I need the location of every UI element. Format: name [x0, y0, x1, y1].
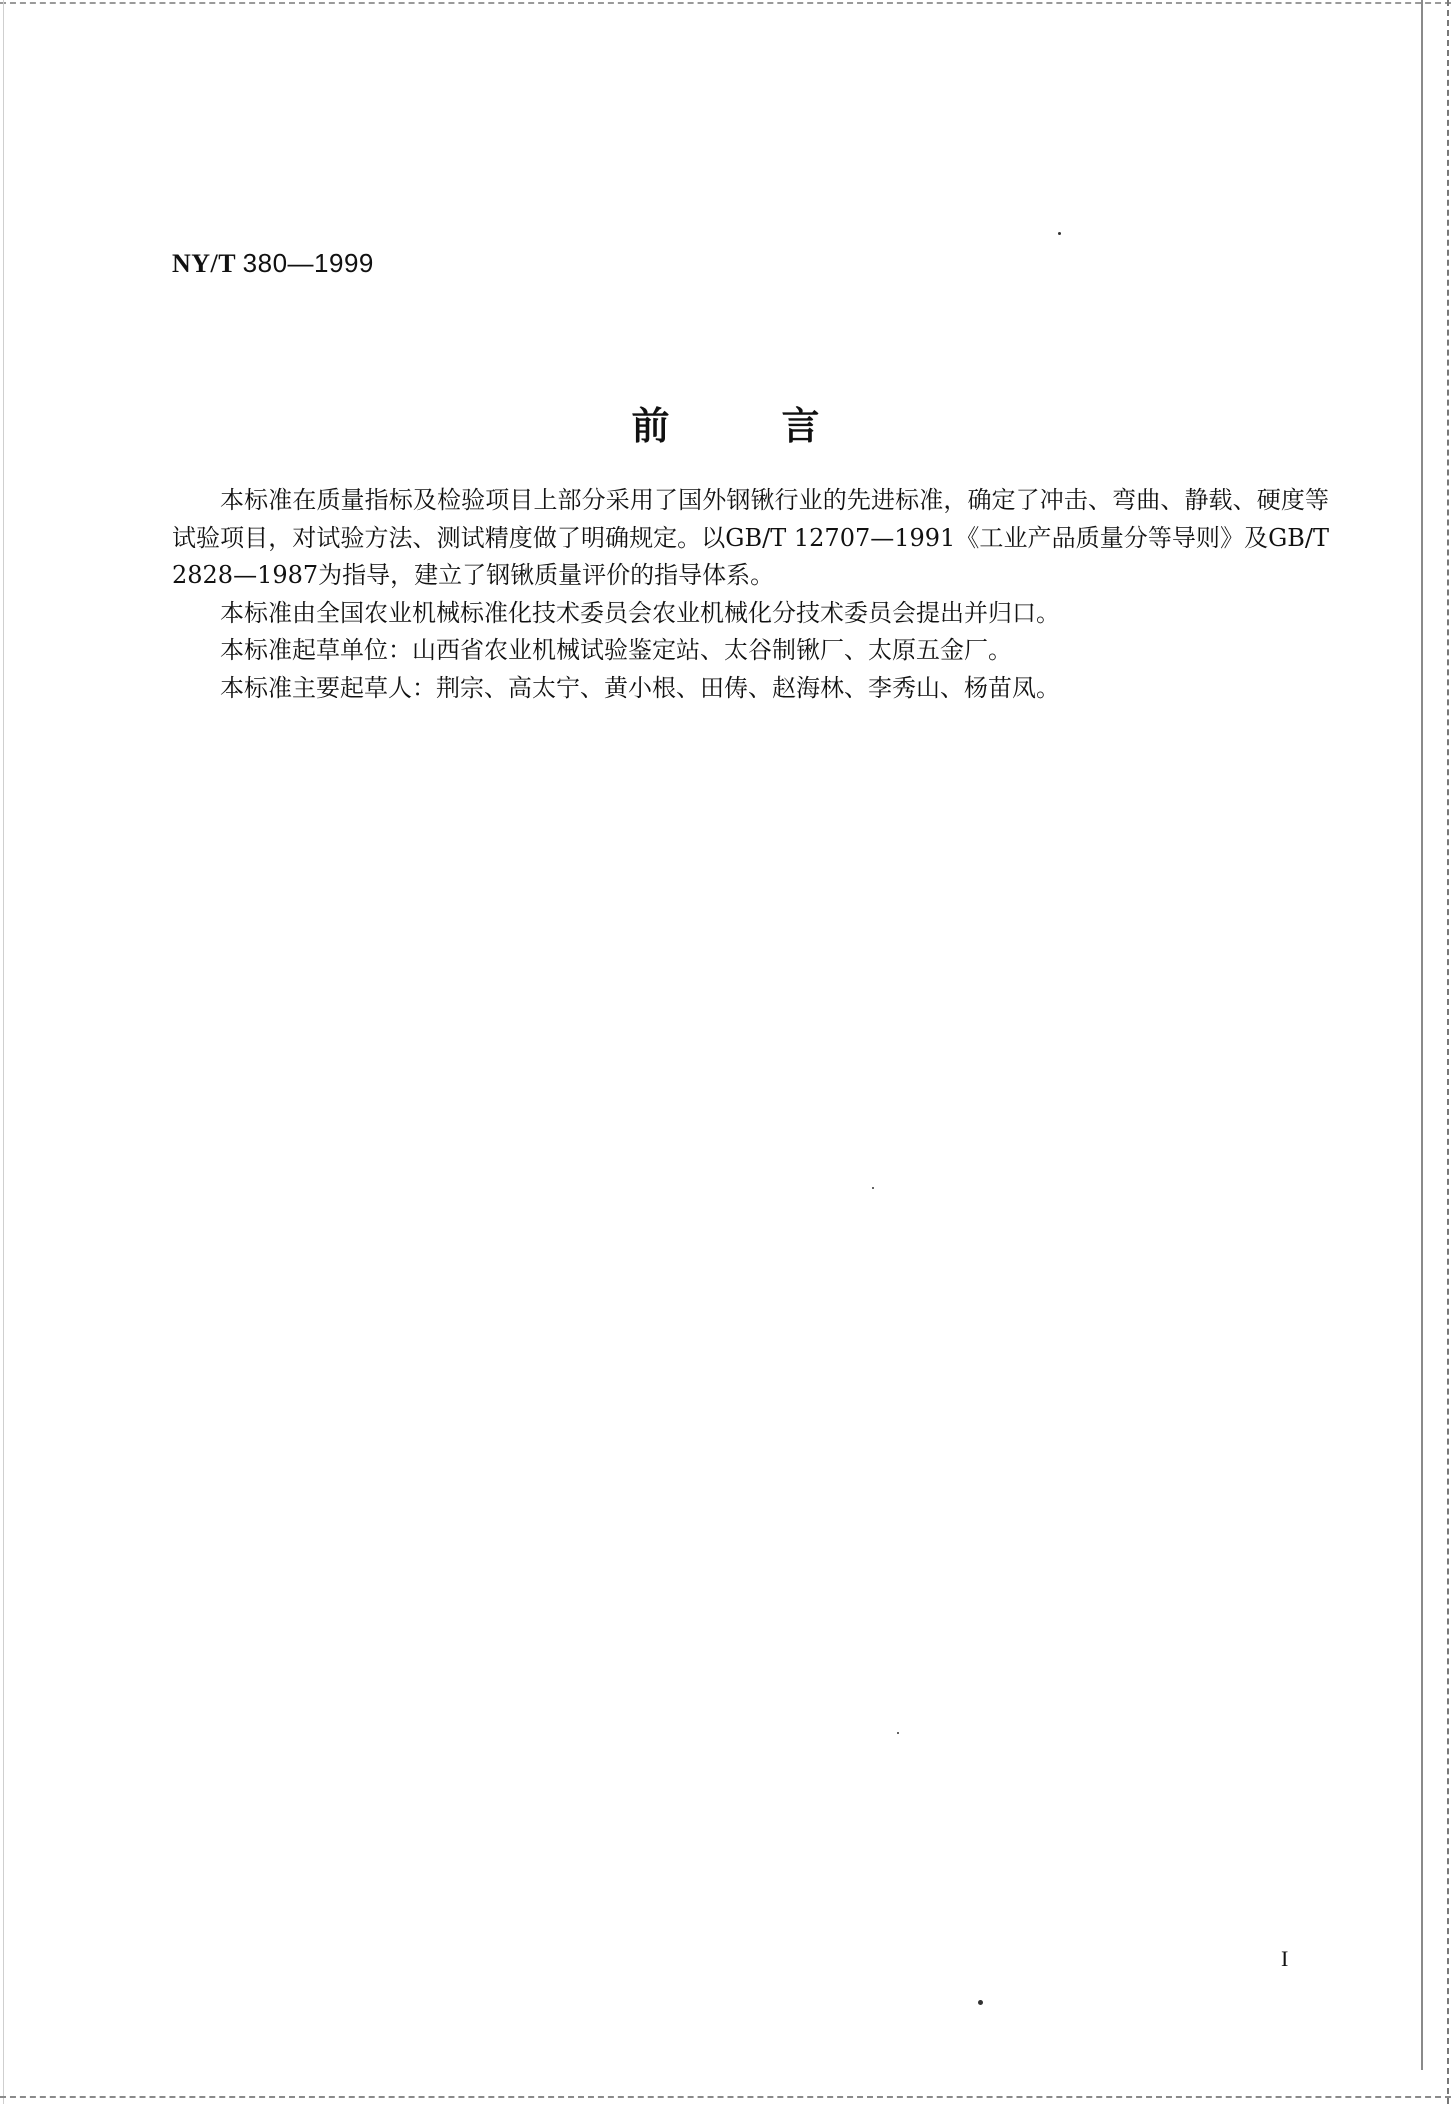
- heading-char-2: 言: [781, 403, 820, 448]
- foreword-heading: [0, 395, 1451, 450]
- standard-number: [172, 248, 374, 279]
- scan-edge-right-outer: [1447, 0, 1449, 2104]
- paragraph-drafters: 本标准主要起草人：荆宗、高太宁、黄小根、田俦、赵海林、李秀山、杨苗凤。: [220, 673, 1060, 702]
- page-number: I: [1281, 1946, 1289, 1971]
- foreword-body: [172, 482, 1329, 707]
- scan-speck: [978, 2000, 983, 2005]
- scan-speck: [897, 1732, 899, 1734]
- scan-edge-top: [0, 2, 1451, 4]
- paragraph-drafting-units: 本标准起草单位：山西省农业机械试验鉴定站、太谷制锹厂、太原五金厂。: [220, 636, 1012, 664]
- scan-edge-right-inner: [1421, 0, 1423, 2070]
- standard-number-year: 380—1999: [242, 248, 374, 278]
- scan-speck: [1058, 232, 1061, 235]
- scan-edge-left: [3, 0, 4, 2104]
- paragraph-adoption: 本标准在质量指标及检验项目上部分采用了国外钢锹行业的先进标准，确定了冲击、弯曲、静载、硬度等试验项目，对试验方法、测试精度做了明确规定。以GB/T 12707—1991《工业产品质量分等导则》及GB/T 2828—1987为指导，建立了钢锹质量评价的指导体系。: [172, 486, 1329, 589]
- heading-char-1: 前: [631, 403, 670, 448]
- paragraph-proposer: 本标准由全国农业机械标准化技术委员会农业机械化分技术委员会提出并归口。: [220, 598, 1060, 627]
- scan-edge-bottom: [0, 2096, 1451, 2098]
- scan-speck: [872, 1187, 874, 1189]
- standard-code: NY/T: [172, 249, 236, 278]
